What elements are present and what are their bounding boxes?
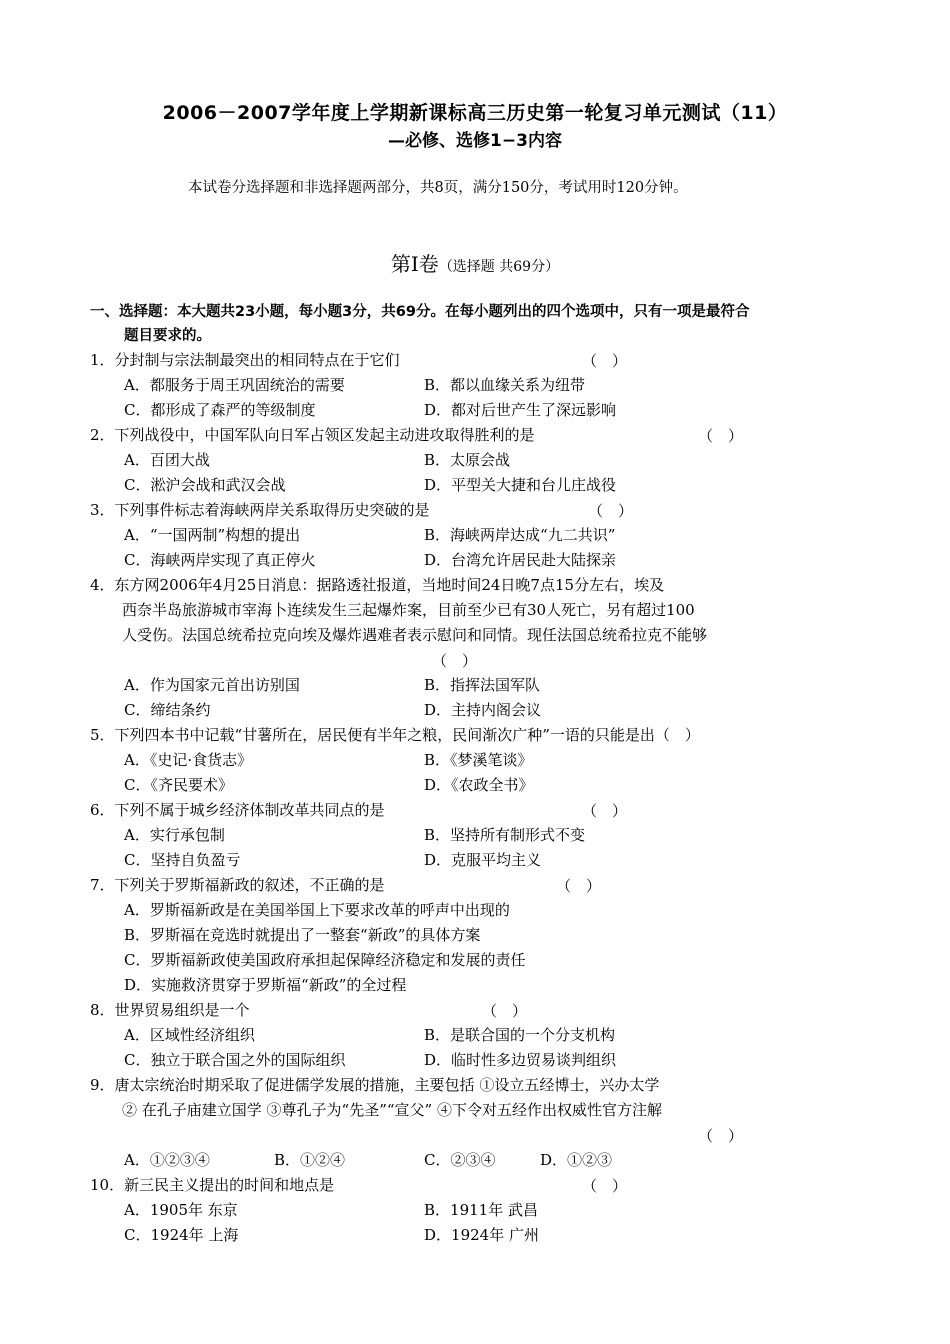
question-7-option-a: A．罗斯福新政是在美国举国上下要求改革的呼声中出现的 [124, 901, 510, 919]
exam-subtitle: —必修、选修1−3内容 [388, 131, 562, 151]
question-4-stem-line2: 西奈半岛旅游城市宰海卜连续发生三起爆炸案，目前至少已有30人死亡，另有超过100 [122, 601, 695, 619]
question-8-option-b: B．是联合国的一个分支机构 [424, 1026, 616, 1044]
question-3-option-a: A．“一国两制”构想的提出 [124, 526, 301, 544]
question-9-option-d: D．①②③ [540, 1151, 613, 1169]
question-4-option-a: A．作为国家元首出访别国 [124, 676, 300, 694]
question-4-answer-paren: （ ） [432, 652, 478, 670]
question-10-option-c: C．1924年 上海 [124, 1226, 239, 1244]
question-5-option-c: C．《齐民要术》 [124, 776, 233, 794]
section-instruction-line1: 一、选择题：本大题共23小题，每小题3分，共69分。在每小题列出的四个选项中，只有一项是最符合 [90, 304, 750, 320]
question-9-stem-line2: ② 在孔子庙建立国学 ③尊孔子为“先圣”“宣父” ④下令对五经作出权威性官方注解 [122, 1101, 662, 1119]
section-heading-note: （选择题 共69分） [438, 259, 560, 275]
question-8-answer-paren: （ ） [482, 1002, 528, 1020]
question-5-option-d: D．《农政全书》 [424, 776, 534, 794]
question-7-option-b: B．罗斯福在竞选时就提出了一整套“新政”的具体方案 [124, 926, 481, 944]
question-4-stem-line3: 人受伤。法国总统希拉克向埃及爆炸遇难者表示慰问和同情。现任法国总统希拉克不能够 [122, 626, 708, 644]
question-9-stem: 9．唐太宗统治时期采取了促进儒学发展的措施，主要包括 ①设立五经博士，兴办太学 [90, 1076, 660, 1094]
question-5-stem: 5．下列四本书中记载“甘薯所在，居民便有半年之粮，民间渐次广种”一语的只能是出（ ） [90, 726, 700, 744]
question-7-stem: 7．下列关于罗斯福新政的叙述，不正确的是 [90, 876, 385, 894]
exam-title: 2006－2007学年度上学期新课标高三历史第一轮复习单元测试（11） [162, 102, 788, 124]
question-10-answer-paren: （ ） [582, 1177, 628, 1195]
section-instruction-line2: 题目要求的。 [124, 328, 211, 344]
question-8-option-d: D．临时性多边贸易谈判组织 [424, 1051, 617, 1069]
question-3-stem: 3．下列事件标志着海峡两岸关系取得历史突破的是 [90, 501, 430, 519]
question-2-stem: 2．下列战役中，中国军队向日军占领区发起主动进攻取得胜利的是 [90, 426, 535, 444]
question-1-option-d: D．都对后世产生了深远影响 [424, 401, 617, 419]
question-3-option-d: D．台湾允许居民赴大陆探亲 [424, 551, 617, 569]
question-2-option-a: A．百团大战 [124, 451, 210, 469]
question-2-option-d: D．平型关大捷和台儿庄战役 [424, 476, 617, 494]
question-8-option-c: C．独立于联合国之外的国际组织 [124, 1051, 346, 1069]
question-6-answer-paren: （ ） [582, 802, 628, 820]
question-1-option-c: C．都形成了森严的等级制度 [124, 401, 316, 419]
question-4-stem: 4．东方网2006年4月25日消息：据路透社报道，当地时间24日晚7点15分左右，埃及 [90, 576, 665, 594]
question-9-option-c: C．②③④ [424, 1151, 496, 1169]
question-3-option-c: C．海峡两岸实现了真正停火 [124, 551, 316, 569]
question-1-option-b: B．都以血缘关系为纽带 [424, 376, 586, 394]
question-2-option-c: C．淞沪会战和武汉会战 [124, 476, 286, 494]
question-1-stem: 1．分封制与宗法制最突出的相同特点在于它们 [90, 351, 400, 369]
question-7-option-c: C．罗斯福新政使美国政府承担起保障经济稳定和发展的责任 [124, 951, 526, 969]
exam-intro: 本试卷分选择题和非选择题两部分，共8页，满分150分，考试用时120分钟。 [188, 180, 688, 196]
question-6-option-d: D．克服平均主义 [424, 851, 542, 869]
question-5-option-b: B．《梦溪笔谈》 [424, 751, 533, 769]
question-10-option-d: D．1924年 广州 [424, 1226, 539, 1244]
question-1-option-a: A．都服务于周王巩固统治的需要 [124, 376, 345, 394]
question-5-option-a: A．《史记·食货志》 [124, 751, 253, 769]
question-1-answer-paren: （ ） [582, 352, 628, 370]
question-8-option-a: A．区域性经济组织 [124, 1026, 255, 1044]
question-7-option-d: D．实施救济贯穿于罗斯福“新政”的全过程 [124, 976, 407, 994]
question-6-option-b: B．坚持所有制形式不变 [424, 826, 586, 844]
question-2-option-b: B．太原会战 [424, 451, 511, 469]
question-6-option-c: C．坚持自负盈亏 [124, 851, 241, 869]
question-10-stem: 10．新三民主义提出的时间和地点是 [90, 1176, 335, 1194]
question-2-answer-paren: （ ） [698, 427, 744, 445]
question-10-option-b: B．1911年 武昌 [424, 1201, 538, 1219]
question-3-option-b: B．海峡两岸达成“九二共识” [424, 526, 616, 544]
question-4-option-b: B．指挥法国军队 [424, 676, 541, 694]
question-4-option-c: C．缔结条约 [124, 701, 211, 719]
question-6-stem: 6．下列不属于城乡经济体制改革共同点的是 [90, 801, 385, 819]
section-heading [0, 248, 950, 277]
question-6-option-a: A．实行承包制 [124, 826, 225, 844]
question-7-answer-paren: （ ） [556, 877, 602, 895]
section-heading-title: 第Ⅰ卷 [390, 252, 439, 276]
question-4-option-d: D．主持内阁会议 [424, 701, 542, 719]
question-10-option-a: A．1905年 东京 [124, 1201, 238, 1219]
question-9-answer-paren: （ ） [698, 1127, 744, 1145]
question-8-stem: 8．世界贸易组织是一个 [90, 1001, 250, 1019]
question-3-answer-paren: （ ） [588, 502, 634, 520]
question-9-option-b: B．①②④ [274, 1151, 346, 1169]
question-9-option-a: A．①②③④ [124, 1151, 210, 1169]
